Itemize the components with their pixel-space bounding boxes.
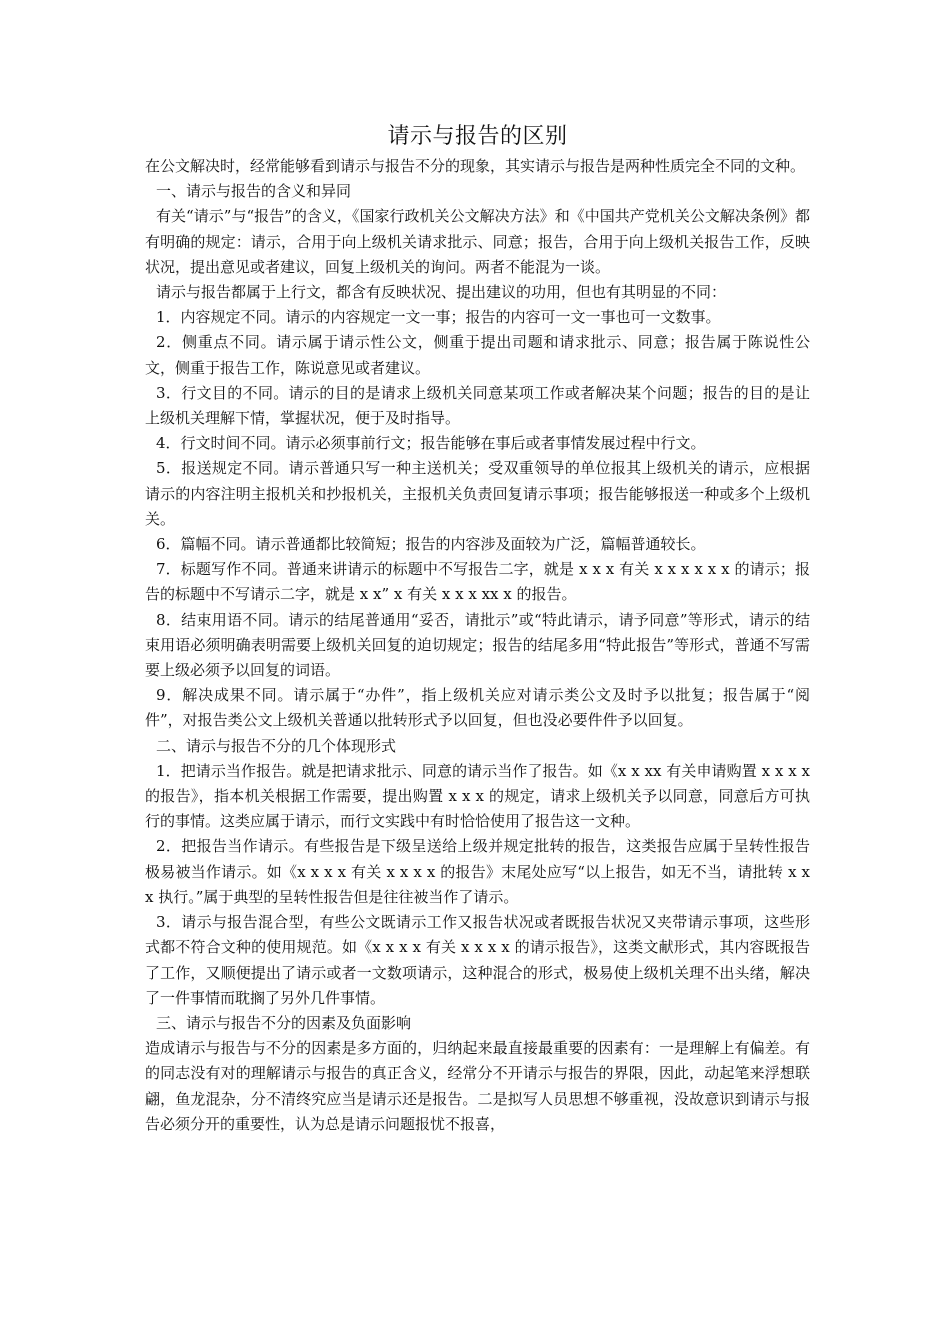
paragraph: 2．侧重点不同。请示属于请示性公文，侧重于提出司题和请求批示、同意；报告属于陈说性公文，侧重于报告工作，陈说意见或者建议。 [145, 333, 810, 377]
paragraph: 造成请示与报告与不分的因素是多方面的，归纳起来最直接最重要的因素有：一是理解上有偏差。有的同志没有对的理解请示与报告的真正含义，经常分不开请示与报告的界限，因此，动起笔来浮想联翩，鱼龙混杂，分不清终究应当是请示还是报告。二是拟写人员思想不够重视，没故意识到请示与报告必须分开的重要性，认为总是请示问题报忧不报喜， [145, 1039, 810, 1133]
paragraph: 8．结束用语不同。请示的结尾普通用“妥否，请批示”或“特此请示，请予同意”等形式，请示的结束用语必须明确表明需要上级机关回复的迫切规定；报告的结尾多用“特此报告”等形式，普通不写需要上级必须予以回复的词语。 [145, 610, 810, 680]
paragraph: 2．把报告当作请示。有些报告是下级呈送给上级并规定批转的报告，这类报告应属于呈转性报告极易被当作请示。如《x x x x 有关 x x x x 的报告》末尾处应写“以上报告，如无不当，请批转 x x x 执行。”属于典型的呈转性报告但是往往被当作了请示。 [145, 837, 810, 906]
paragraph: 4．行文时间不同。请示必须事前行文；报告能够在事后或者事情发展过程中行文。 [156, 434, 706, 453]
paragraph: 7．标题写作不同。普通来讲请示的标题中不写报告二字，就是 x x x 有关 x x x x x x 的请示；报告的标题中不写请示二字，就是 x x” x 有关 x x x xx x 的报告。 [145, 560, 810, 604]
paragraph: 在公文解决时，经常能够看到请示与报告不分的现象，其实请示与报告是两种性质完全不同的文种。 [145, 157, 806, 175]
document-page [145, 120, 810, 1137]
paragraph: 1．内容规定不同。请示的内容规定一文一事；报告的内容可一文一事也可一文数事。 [156, 308, 721, 327]
document-body [145, 154, 810, 1137]
paragraph: 请示与报告都属于上行文，都含有反映状况、提出建议的功用，但也有其明显的不同： [156, 283, 727, 302]
paragraph: 有关“请示”与“报告”的含义，《国家行政机关公文解决方法》和《中国共产党机关公文解决条例》都有明确的规定：请示，合用于向上级机关请求批示、同意；报告，合用于向上级机关报告工作，反映状况，提出意见或者建议，回复上级机关的询问。两者不能混为一谈。 [145, 207, 810, 276]
paragraph: 3．行文目的不同。请示的目的是请求上级机关同意某项工作或者解决某个问题；报告的目的是让上级机关理解下情，掌握状况，便于及时指导。 [145, 383, 810, 428]
paragraph: 6．篇幅不同。请示普通都比较简短；报告的内容涉及面较为广泛，篇幅普通较长。 [156, 535, 706, 554]
document-title: 请示与报告的区别 [387, 124, 568, 149]
paragraph: 二、请示与报告不分的几个体现形式 [156, 736, 397, 755]
paragraph: 一、请示与报告的含义和异同 [156, 182, 352, 201]
paragraph: 三、请示与报告不分的因素及负面影响 [156, 1013, 412, 1032]
paragraph: 1．把请示当作报告。就是把请求批示、同意的请示当作了报告。如《x x xx 有关申请购置 x x x x 的报告》，指本机关根据工作需要，提出购置 x x x 的规定，请求上级机关予以同意，同意后方可执行的事情。这类应属于请示，而行文实践中有时恰恰使用了报告这一文种。 [145, 761, 810, 831]
paragraph: 9．解决成果不同。请示属于“办件”，指上级机关应对请示类公文及时予以批复；报告属于“阅件”，对报告类公文上级机关普通以批转形式予以回复，但也没必要件件予以回复。 [145, 686, 810, 730]
paragraph: 5．报送规定不同。请示普通只写一种主送机关；受双重领导的单位报其上级机关的请示，应根据请示的内容注明主报机关和抄报机关，主报机关负责回复请示事项；报告能够报送一种或多个上级机关。 [145, 459, 810, 528]
paragraph: 3．请示与报告混合型，有些公文既请示工作又报告状况或者既报告状况又夹带请示事项，这些形式都不符合文种的使用规范。如《x x x x 有关 x x x x 的请示报告》，这类文献形式，其内容既报告了工作，又顺便提出了请示或者一文数项请示，这种混合的形式，极易使上级机关理不出头绪，解决了一件事情而耽搁了另外几件事情。 [145, 913, 810, 1007]
